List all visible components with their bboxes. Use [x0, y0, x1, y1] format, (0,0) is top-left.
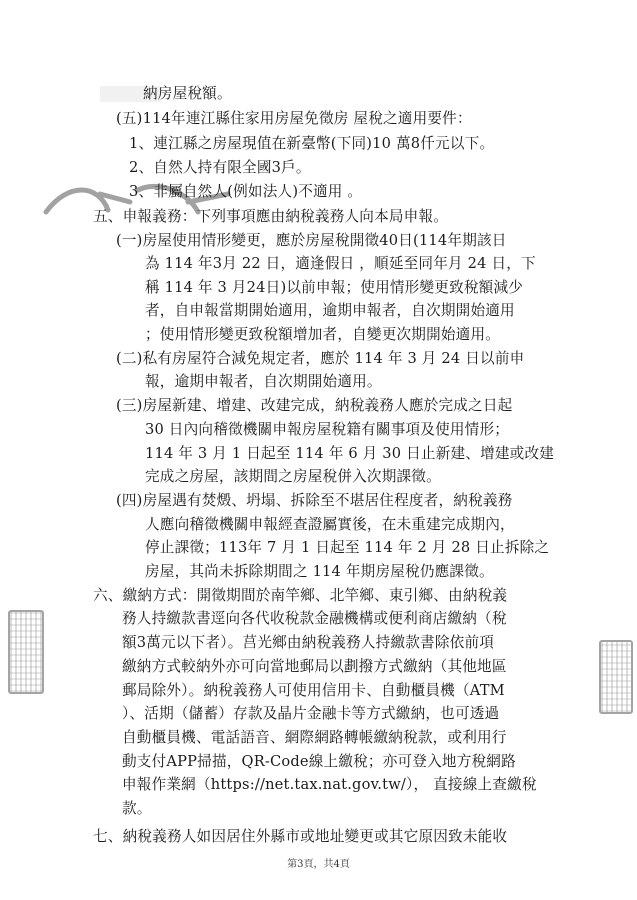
text-line: 繳納方式較納外亦可向當地郵局以劃撥方式繳納（其他地區 [122, 658, 507, 675]
text-line: 動支付APP掃描，QR-Code線上繳稅；亦可登入地方稅網路 [122, 753, 516, 770]
text-line: 停止課徵；113年 7 月 1 日起至 114 年 2 月 28 日止拆除之 [145, 539, 550, 556]
text-line: 自動櫃員機、電話語音、網際網路轉帳繳納稅款，或利用行 [122, 729, 507, 746]
text-line: 款。 [122, 800, 152, 817]
text-line: 者，自申報當期開始適用，逾期申報者，自次期開始適用 [145, 302, 515, 319]
text-line: 114 年 3 月 1 日起至 114 年 6 月 30 日止新建、增建或改建 [145, 445, 555, 462]
page-number: 第3頁，共4頁 [287, 859, 350, 870]
text-line: 房屋，其尚未拆除期間之 114 年期房屋稅仍應課徵。 [145, 563, 494, 580]
text-line: 報，逾期申報者，自次期開始適用。 [145, 373, 382, 390]
text-line: ；使用情形變更致稅額增加者，自變更次期開始適用。 [145, 326, 501, 343]
section-heading: 六、繳納方式：開徵期間於南竿鄉、北竿鄉、東引鄉、由納稅義 [93, 587, 508, 604]
text-line: 納房屋稅額。 [143, 85, 232, 102]
text-line: (五)114年連江縣住家用房屋免徵房 屋稅之適用要件： [116, 110, 472, 127]
text-line: 申報作業網（https://net.tax.nat.gov.tw/）， 直接線上查繳稅 [122, 776, 537, 793]
text-line: 1、連江縣之房屋現值在新臺幣(下同)10 萬8仟元以下。 [129, 135, 495, 152]
text-line: 30 日內向稽徵機關申報房屋稅籍有關事項及使用情形； [145, 421, 510, 438]
text-line: (四)房屋遇有焚燬、坍塌、拆除至不堪居住程度者，納稅義務 [116, 492, 513, 509]
binding-seal-right [599, 640, 633, 714]
text-line: (一)房屋使用情形變更，應於房屋稅開徵40日(114年期該日 [116, 232, 507, 249]
text-line: 為 114 年3月 22 日，適逢假日 ，順延至同年月 24 日，下 [145, 255, 536, 272]
section-heading: 五、申報義務：下列事項應由納稅義務人向本局申報。 [93, 208, 449, 225]
text-line: 人應向稽徵機關申報經查證屬實後，在未重建完成期內， [145, 516, 515, 533]
text-line: 完成之房屋，該期間之房屋稅併入次期課徵。 [145, 468, 441, 485]
text-line: ）、活期（儲蓄）存款及晶片金融卡等方式繳納，也可透過 [122, 705, 500, 722]
section-heading: 七、納稅義務人如因居住外縣市或地址變更或其它原因致未能收 [93, 828, 508, 845]
text-line: 3、非屬自然人(例如法人)不適用 。 [129, 183, 363, 200]
text-line: 額3萬元以下者）。莒光鄉由納稅義務人持繳款書除依前項 [122, 634, 495, 651]
text-line: (三)房屋新建、增建、改建完成，納稅義務人應於完成之日起 [116, 397, 513, 414]
text-line: (二)私有房屋符合減免規定者，應於 114 年 3 月 24 日以前申 [116, 350, 525, 367]
binding-seal-left [8, 610, 44, 694]
text-line: 郵局除外）。納稅義務人可使用信用卡、自動櫃員機（ATM [122, 682, 505, 699]
text-line: 務人持繳款書逕向各代收稅款金融機構或便利商店繳納（稅 [122, 610, 507, 627]
text-line: 稱 114 年 3 月24日)以前申報；使用情形變更致稅額減少 [145, 279, 524, 296]
text-line: 2、自然人持有限全國3戶。 [129, 159, 311, 176]
